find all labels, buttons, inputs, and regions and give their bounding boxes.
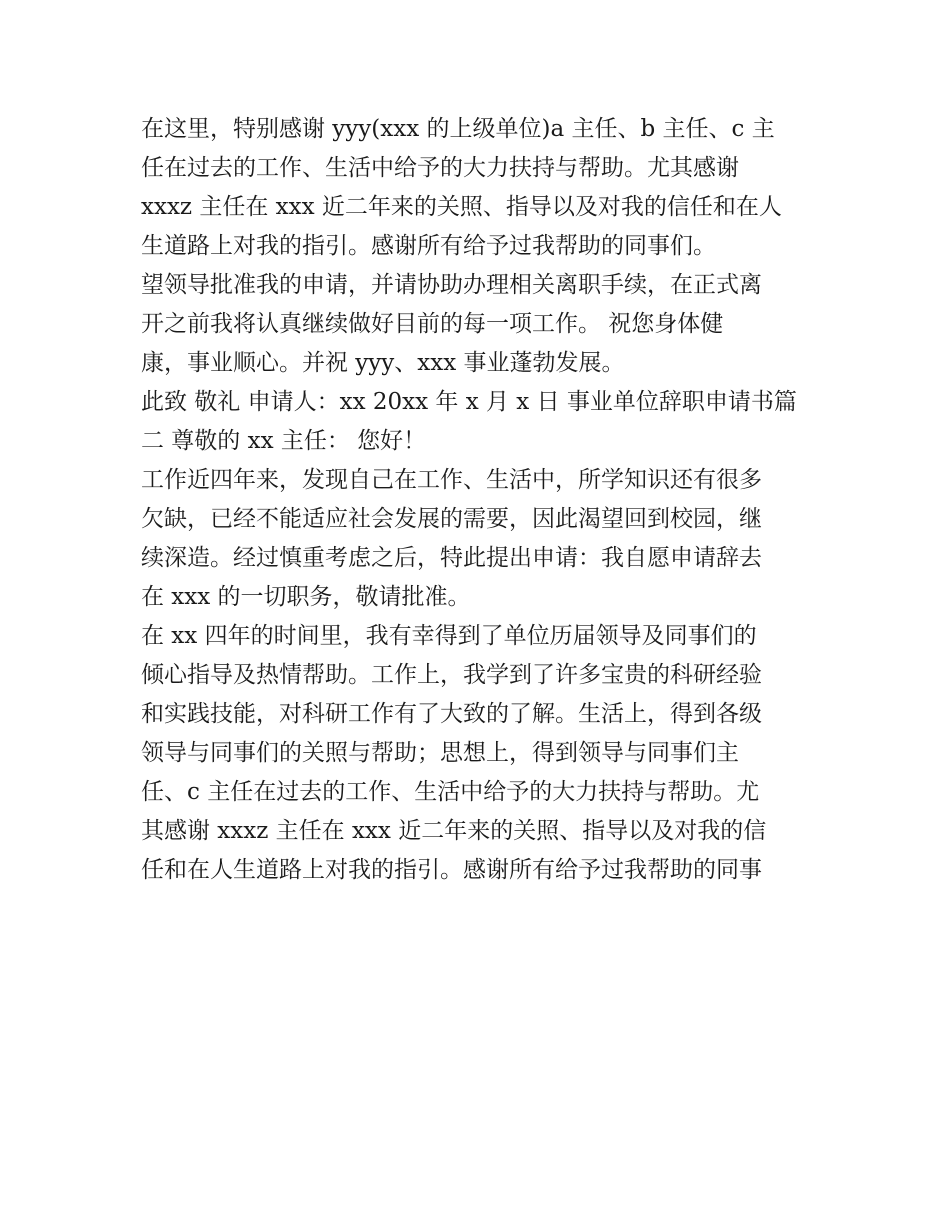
text-line: 任在过去的工作、生活中给予的大力扶持与帮助。尤其感谢 <box>141 155 739 181</box>
text-line: xxxz 主任在 xxx 近二年来的关照、指导以及对我的信任和在人 <box>141 194 782 220</box>
text-line: 领导与同事们的关照与帮助；思想上，得到领导与同事们主 <box>141 740 739 766</box>
document-body <box>141 110 821 890</box>
text-line: 望领导批准我的申请，并请协助办理相关离职手续，在正式离 <box>141 272 762 298</box>
text-line: 倾心指导及热情帮助。工作上，我学到了许多宝贵的科研经验 <box>141 662 762 688</box>
text-line: 在这里，特别感谢 yyy(xxx 的上级单位)a 主任、b 主任、c 主 <box>141 116 775 142</box>
text-line: 二 尊敬的 xx 主任： 您好！ <box>141 428 427 454</box>
text-line: 开之前我将认真继续做好目前的每一项工作。 祝您身体健 <box>141 311 724 337</box>
text-line: 此致 敬礼 申请人：xx 20xx 年 x 月 x 日 事业单位辞职申请书篇 <box>141 389 797 415</box>
text-line: 在 xx 四年的时间里，我有幸得到了单位历届领导及同事们的 <box>141 623 757 649</box>
text-line: 生道路上对我的指引。感谢所有给予过我帮助的同事们。 <box>141 233 716 259</box>
text-line: 任、c 主任在过去的工作、生活中给予的大力扶持与帮助。尤 <box>141 779 760 805</box>
text-line: 康，事业顺心。并祝 yyy、xxx 事业蓬勃发展。 <box>141 350 625 376</box>
text-line: 任和在人生道路上对我的指引。感谢所有给予过我帮助的同事 <box>141 857 762 883</box>
text-line: 和实践技能，对科研工作有了大致的了解。生活上，得到各级 <box>141 701 762 727</box>
text-line: 续深造。经过慎重考虑之后，特此提出申请：我自愿申请辞去 <box>141 545 762 571</box>
text-line: 工作近四年来，发现自己在工作、生活中，所学知识还有很多 <box>141 467 762 493</box>
text-line: 其感谢 xxxz 主任在 xxx 近二年来的关照、指导以及对我的信 <box>141 818 767 844</box>
text-line: 欠缺，已经不能适应社会发展的需要，因此渴望回到校园，继 <box>141 506 762 532</box>
text-line: 在 xxx 的一切职务，敬请批准。 <box>141 584 471 610</box>
